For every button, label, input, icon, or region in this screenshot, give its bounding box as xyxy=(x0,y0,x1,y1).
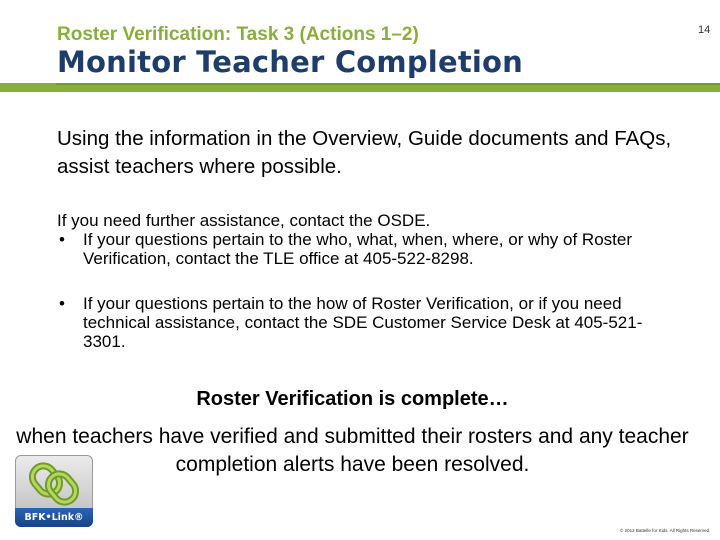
logo-label: BFK•Link® xyxy=(15,508,93,527)
contact-bullet-list xyxy=(57,230,677,351)
page-number: 14 xyxy=(698,24,711,36)
chain-link-icon xyxy=(27,459,81,509)
slide-subtitle: Roster Verification: Task 3 (Actions 1–2) xyxy=(57,24,419,45)
intro-paragraph: Using the information in the Overview, Guide documents and FAQs, assist teachers where possible. xyxy=(57,127,672,178)
title-band-rule xyxy=(56,83,720,85)
contact-bullet-item xyxy=(57,294,677,351)
bullet-text: If your questions pertain to the how of Roster Verification, or if you need technical assistance, contact the SDE Customer Service Desk at 405-521-3301. xyxy=(83,294,643,351)
title-band-left xyxy=(0,83,56,92)
contact-intro: If you need further assistance, contact the OSDE. xyxy=(57,211,431,230)
copyright-notice: © 2012 Battelle for Kids. All Rights Reserved. xyxy=(620,528,711,533)
bfk-link-logo xyxy=(15,455,93,527)
bullet-marker: • xyxy=(59,294,65,313)
bullet-marker: • xyxy=(59,230,65,249)
completion-text: when teachers have verified and submitted their rosters and any teacher completion alerts have been resolved. xyxy=(16,425,689,476)
contact-section xyxy=(57,211,677,351)
slide-title: Monitor Teacher Completion xyxy=(57,45,523,79)
completion-heading: Roster Verification is complete… xyxy=(196,388,509,410)
contact-bullet-item xyxy=(57,230,677,268)
bullet-text: If your questions pertain to the who, what, when, where, or why of Roster Verification, contact the TLE office at 405-522-8298. xyxy=(83,230,633,268)
